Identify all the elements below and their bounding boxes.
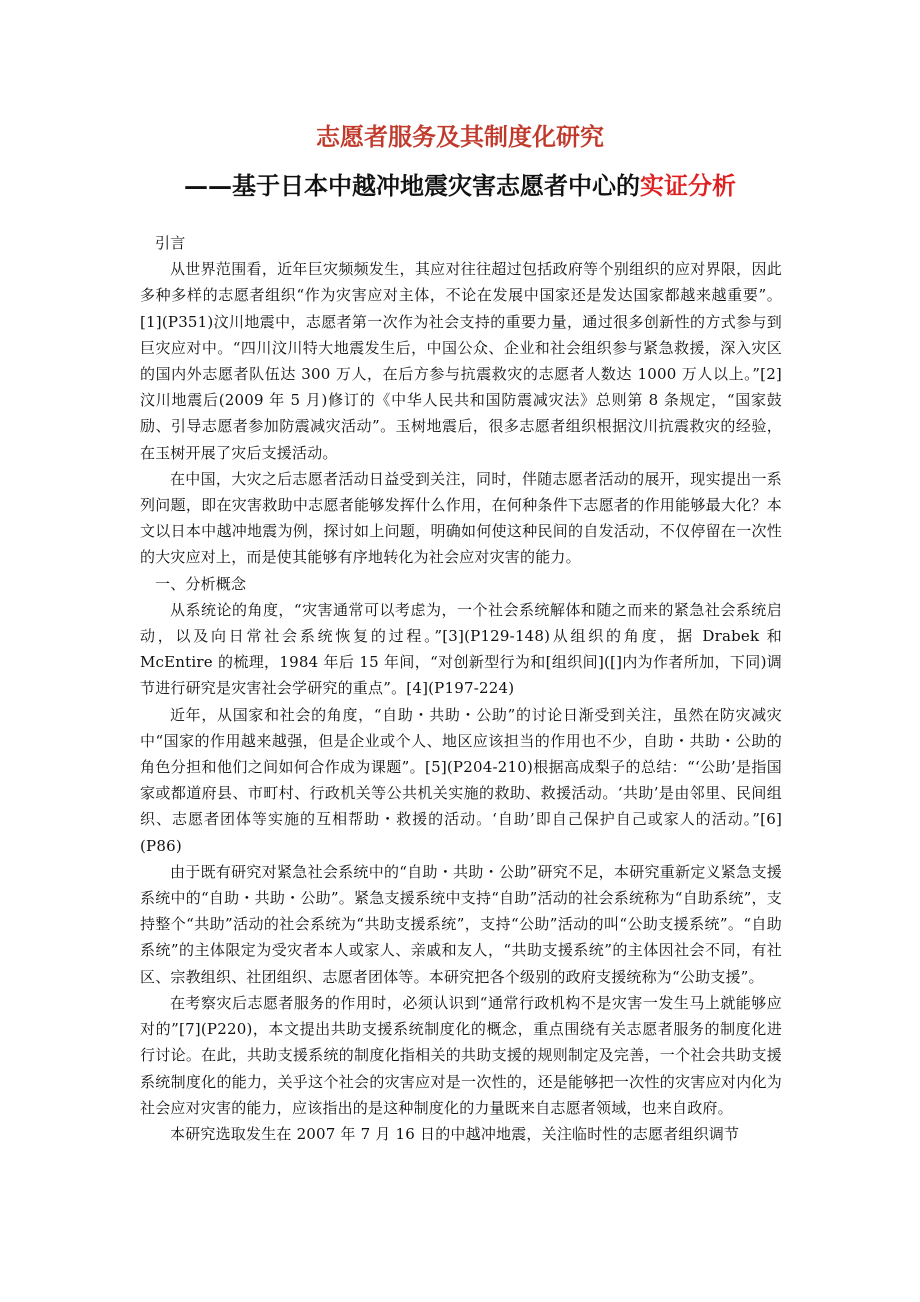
paragraph: 由于既有研究对紧急社会系统中的“自助・共助・公助”研究不足，本研究重新定义紧急支援系统中的“自助・共助・公助”。紧急支援系统中支持“自助”活动的社会系统称为“自助系统”，支持整个“共助”活动的社会系统为“共助支援系统”，支持“公助”活动的叫“公助支援系统”。“自助系统”的主体限定为受灾者本人或家人、亲戚和友人，“共助支援系统”的主体因社会不同，有社区、宗教组织、社团组织、志愿者团体等。本研究把各个级别的政府支援统称为“公助支援”。 (140, 862, 782, 986)
subtitle-prefix: ——基于日本中越冲地震灾害志愿者中心的 (184, 171, 640, 200)
paragraph: 从世界范围看，近年巨灾频频发生，其应对往往超过包括政府等个别组织的应对界限，因此多种多样的志愿者组织“作为灾害应对主体，不论在发展中国家还是发达国家都越来越重要”。[1](P351)汶川地震中，志愿者第一次作为社会支持的重要力量，通过很多创新性的方式参与到巨灾应对中。“四川汶川特大地震发生后，中国公众、企业和社会组织参与紧急救援，深入灾区的国内外志愿者队伍达 300 万人，在后方参与抗震救灾的志愿者人数达 1000 万人以上。”[2]汶川地震后(2009 年 5 月)修订的《中华人民共和国防震减灾法》总则第 8 条规定，“国家鼓励、引导志愿者参加防震减灾活动”。玉树地震后，很多志愿者组织根据汶川抗震救灾的经验，在玉树开展了灾后支援活动。 (140, 260, 782, 462)
section-heading-analysis-concepts: 一、分析概念 (155, 574, 247, 593)
article-body (140, 230, 782, 1147)
subtitle-highlight: 实证分析 (640, 171, 736, 200)
document-title: 志愿者服务及其制度化研究 (316, 123, 604, 151)
paragraph: 本研究选取发生在 2007 年 7 月 16 日的中越冲地震，关注临时性的志愿者组织调节 (170, 1124, 740, 1143)
paragraph: 从系统论的角度，“灾害通常可以考虑为，一个社会系统解体和随之而来的紧急社会系统启动，以及向日常社会系统恢复的过程。”[3](P129-148)从组织的角度，据 Drabek 和 McEntire 的梳理，1984 年后 15 年间，“对创新型行为和[组织间]([]内为作者所加，下同)调节进行研究是灾害社会学研究的重点”。[4](P197-224) (140, 600, 782, 698)
paragraph: 在考察灾后志愿者服务的作用时，必须认识到“通常行政机构不是灾害一发生马上就能够应对的”[7](P220)，本文提出共助支援系统制度化的概念，重点围绕有关志愿者服务的制度化进行讨论。在此，共助支援系统的制度化指相关的共助支援的规则制定及完善，一个社会共助支援系统制度化的能力，关乎这个社会的灾害应对是一次性的，还是能够把一次性的灾害应对内化为社会应对灾害的能力，应该指出的是这种制度化的力量既来自志愿者领域，也来自政府。 (140, 993, 782, 1117)
document-subtitle (0, 168, 920, 204)
section-label-intro: 引言 (155, 234, 186, 252)
paragraph: 在中国，大灾之后志愿者活动日益受到关注，同时，伴随志愿者活动的展开，现实提出一系列问题，即在灾害救助中志愿者能够发挥什么作用，在何种条件下志愿者的作用能够最大化？本文以日本中越冲地震为例，探讨如上问题，明确如何使这种民间的自发活动，不仅停留在一次性的大灾应对上，而是使其能够有序地转化为社会应对灾害的能力。 (140, 469, 782, 567)
paragraph: 近年，从国家和社会的角度，“自助・共助・公助”的讨论日渐受到关注，虽然在防灾减灾中“国家的作用越来越强，但是企业或个人、地区应该担当的作用也不少，自助・共助・公助的角色分担和他们之间如何合作成为课题”。[5](P204-210)根据高成梨子的总结：“‘公助’是指国家或都道府县、市町村、行政机关等公共机关实施的救助、救援活动。‘共助’是由邻里、民间组织、志愿者团体等实施的互相帮助・救援的活动。‘自助’即自己保护自己或家人的活动。”[6](P86) (140, 705, 782, 855)
